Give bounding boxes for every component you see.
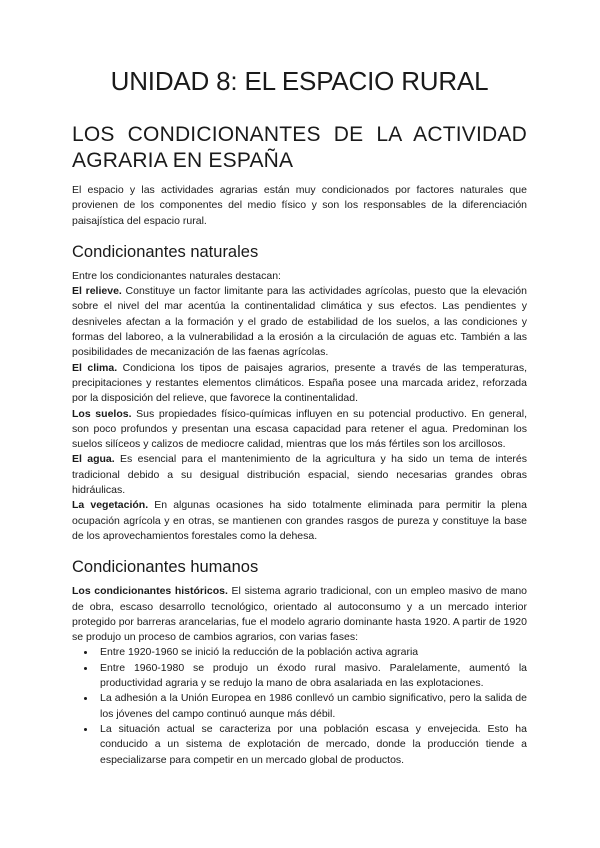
human-conditions-heading: Condicionantes humanos [72, 558, 259, 577]
item-term: El clima. [72, 361, 118, 374]
natural-conditions-heading: Condicionantes naturales [72, 242, 259, 261]
list-item: • Entre 1920-1960 se inició la reducción de la población activa agraria [96, 645, 527, 660]
natural-item-suelos [72, 407, 527, 453]
item-term: Los suelos. [72, 407, 132, 420]
natural-item-relieve [72, 284, 527, 360]
natural-item-clima [72, 361, 527, 407]
item-text: El sistema agrario tradicional, con un empleo masivo de mano de obra, escaso desarrollo tecnológico, orientado al autoconsumo y a un mercado interior protegido por barreras arancelarias, fue el modelo agrario dominante hasta 1920. A partir de 1920 se produjo un proceso de cambios agrarios, con varias fases: [72, 585, 528, 644]
history-phases-list [72, 645, 527, 767]
item-text: Constituye un factor limitante para las actividades agrícolas, puesto que la elevación sobre el nivel del mar acentúa la continentalidad climática y sus efectos. Las pendientes y desniveles afectan a la formación y el grado de estabilidad de los suelos, a las condiciones y formas del laboreo, a la vulnerabilidad a la erosión a la circulación de aguas etc. También a las posibilidades de mecanización de las faenas agrícolas. [72, 285, 527, 359]
item-term: El agua. [72, 453, 115, 466]
page-title: UNIDAD 8: EL ESPACIO RURAL [110, 66, 489, 96]
list-item: • Entre 1960-1980 se produjo un éxodo rural masivo. Paralelamente, aumentó la productividad agraria y se redujo la mano de obra asalariada en las explotaciones. [96, 661, 527, 692]
list-item: • La situación actual se caracteriza por una población escasa y envejecida. Esto ha conducido a un sistema de explotación de mercado, donde la producción tiende a especializarse para competir en un mercado global de productos. [96, 722, 527, 768]
item-term: La vegetación. [72, 499, 149, 512]
list-item: • La adhesión a la Unión Europea en 1986 conllevó un cambio significativo, pero la salida de los jóvenes del campo continuó aunque más débil. [96, 691, 527, 722]
human-conditions-section [72, 584, 527, 768]
item-term: El relieve. [72, 285, 122, 298]
historical-conditions-paragraph [72, 584, 527, 645]
item-text: Condiciona los tipos de paisajes agrarios, presente a través de las temperaturas, precipitaciones y restantes elementos climáticos. España posee una marcada aridez, reforzada por la disposición del relieve, que favorece la continentalidad. [72, 361, 528, 405]
natural-item-vegetacion [72, 498, 527, 544]
natural-conditions-lead: Entre los condicionantes naturales destacan: [72, 269, 281, 282]
document-page [72, 66, 527, 768]
item-text: Sus propiedades físico-químicas influyen en su potencial productivo. En general, son poco profundos y presentan una escasa capacidad para retener el agua. Predominan los suelos silíceos y calizos de mediocre calidad, mientras que los más fértiles son los arcillosos. [72, 407, 527, 451]
natural-item-agua [72, 452, 527, 498]
item-text: En algunas ocasiones ha sido totalmente eliminada para permitir la plena ocupación agrícola y en otras, se mantienen con grandes rasgos de pureza y constituye la base de los aprovechamientos forestales como la dehesa. [72, 499, 527, 542]
natural-conditions-section [72, 269, 527, 544]
section-title: LOS CONDICIONANTES DE LA ACTIVIDAD AGRARIA EN ESPAÑA [72, 123, 527, 172]
item-term: Los condicionantes históricos. [72, 585, 228, 598]
intro-paragraph: El espacio y las actividades agrarias están muy condicionados por factores naturales que provienen de los componentes del medio físico y son los responsables de la diferenciación paisajística del espacio rural. [72, 184, 527, 227]
item-text: Es esencial para el mantenimiento de la agricultura y ha sido un tema de interés tradicional debido a su desigual distribución espacial, siendo necesarias grandes obras hidráulicas. [72, 453, 527, 497]
